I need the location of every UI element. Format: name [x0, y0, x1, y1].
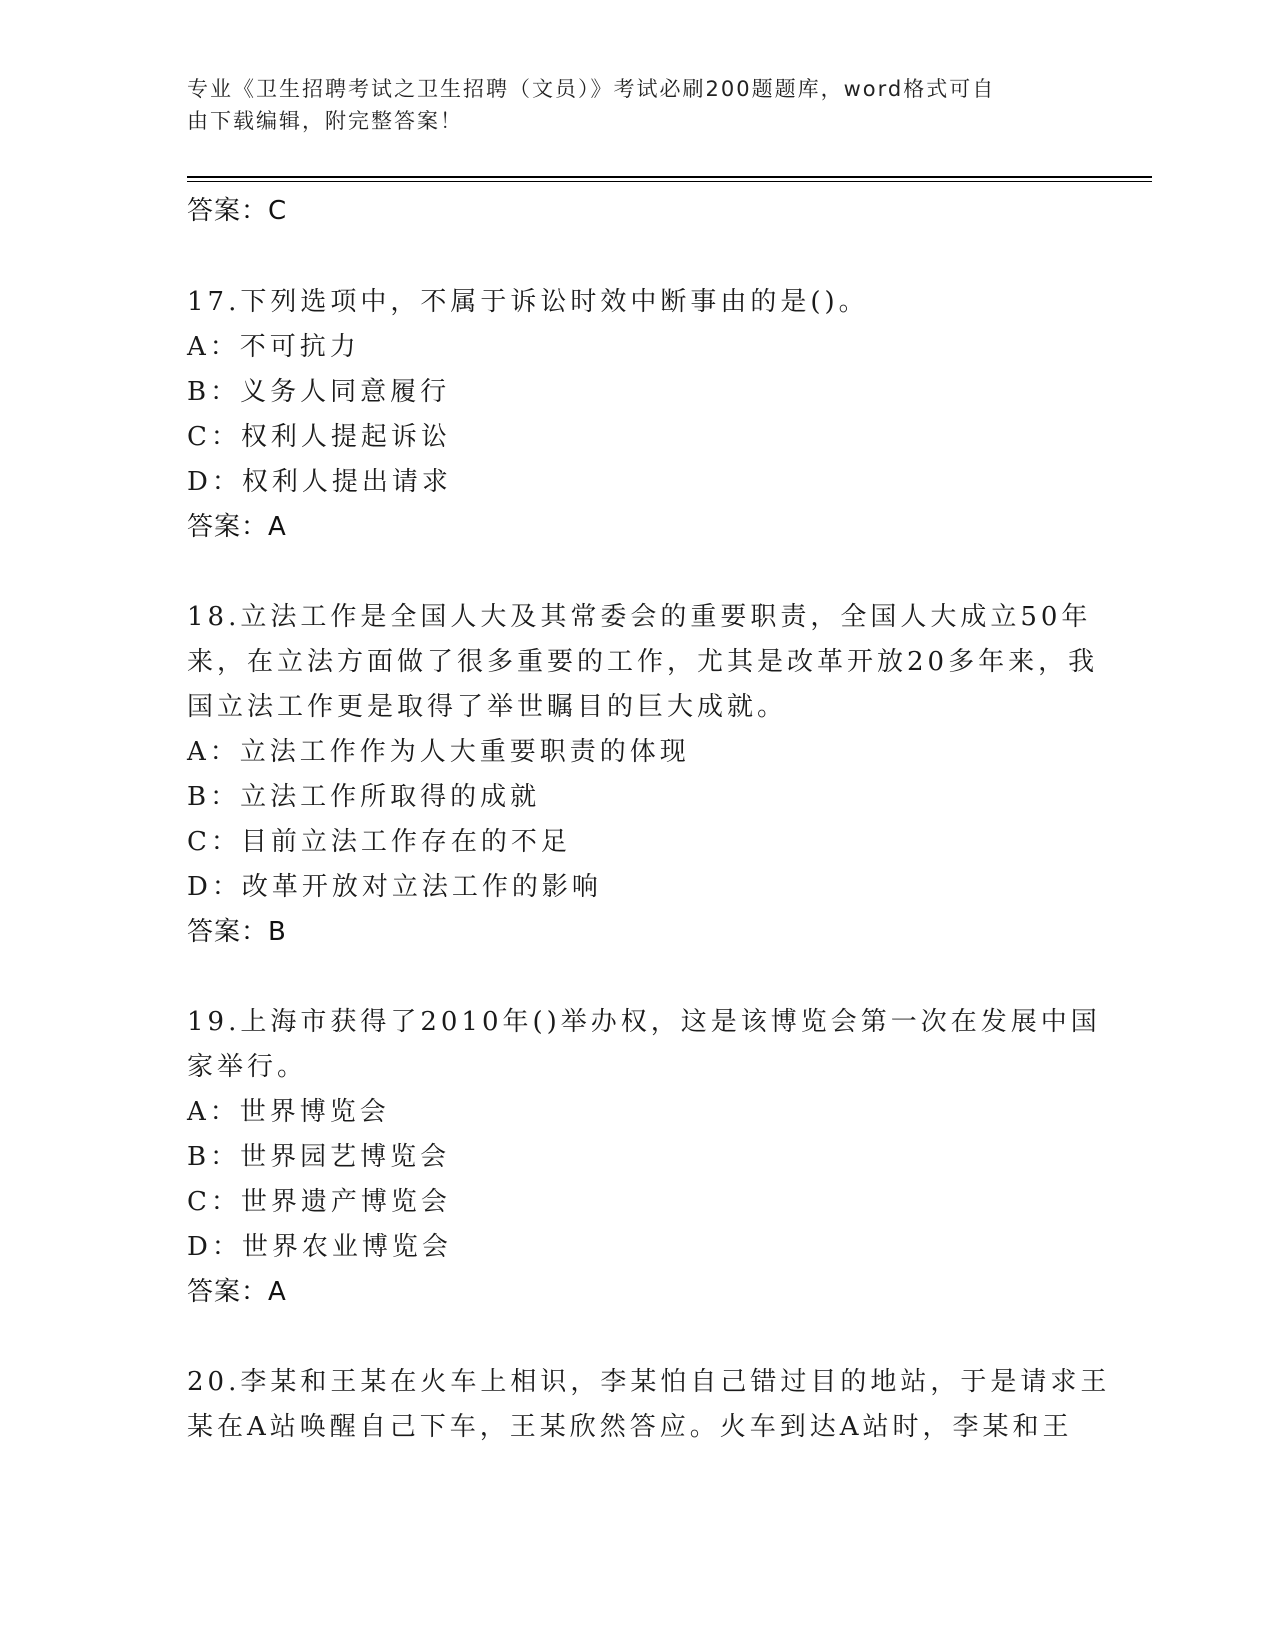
question-18-option-d: D：改革开放对立法工作的影响 — [187, 872, 602, 902]
question-19-option-c: C：世界遗产博览会 — [187, 1187, 451, 1217]
question-18-option-b: B：立法工作所取得的成就 — [187, 782, 541, 812]
question-19-option-d: D：世界农业博览会 — [187, 1232, 452, 1262]
question-20-stem-line-2: 某在A站唤醒自己下车，王某欣然答应。火车到达A站时，李某和王 — [187, 1412, 1073, 1442]
question-17-option-a: A：不可抗力 — [187, 332, 360, 362]
question-17-option-b: B：义务人同意履行 — [187, 377, 451, 407]
question-17-option-d: D：权利人提出请求 — [187, 467, 452, 497]
answer-previous: 答案：C — [187, 196, 288, 226]
question-18-option-a: A：立法工作作为人大重要职责的体现 — [187, 737, 690, 767]
question-19-answer: 答案：A — [187, 1277, 287, 1307]
question-20-stem-line-1: 20.李某和王某在火车上相识，李某怕自己错过目的地站，于是请求王 — [187, 1367, 1111, 1397]
question-18-stem-line-1: 18.立法工作是全国人大及其常委会的重要职责，全国人大成立50年 — [187, 602, 1092, 632]
document-header — [187, 73, 1067, 137]
question-18-stem-line-2: 来，在立法方面做了很多重要的工作，尤其是改革开放20多年来，我 — [187, 647, 1099, 677]
question-17-stem-line-1: 17.下列选项中，不属于诉讼时效中断事由的是()。 — [187, 287, 869, 317]
question-17-answer: 答案：A — [187, 512, 287, 542]
question-19-option-a: A：世界博览会 — [187, 1097, 390, 1127]
header-line-1: 专业《卫生招聘考试之卫生招聘（文员）》考试必刷200题题库，word格式可自 — [187, 77, 996, 101]
header-divider-thick — [187, 176, 1152, 178]
question-17-option-c: C：权利人提起诉讼 — [187, 422, 451, 452]
question-19-stem-line-2: 家举行。 — [187, 1052, 308, 1082]
header-divider-thin — [187, 181, 1152, 182]
question-19-stem-line-1: 19.上海市获得了2010年()举办权，这是该博览会第一次在发展中国 — [187, 1007, 1101, 1037]
question-18-stem-line-3: 国立法工作更是取得了举世瞩目的巨大成就。 — [187, 692, 788, 722]
question-19-option-b: B：世界园艺博览会 — [187, 1142, 451, 1172]
question-18-option-c: C：目前立法工作存在的不足 — [187, 827, 571, 857]
question-18-answer: 答案：B — [187, 917, 287, 947]
header-line-2: 由下载编辑，附完整答案！ — [187, 109, 463, 133]
